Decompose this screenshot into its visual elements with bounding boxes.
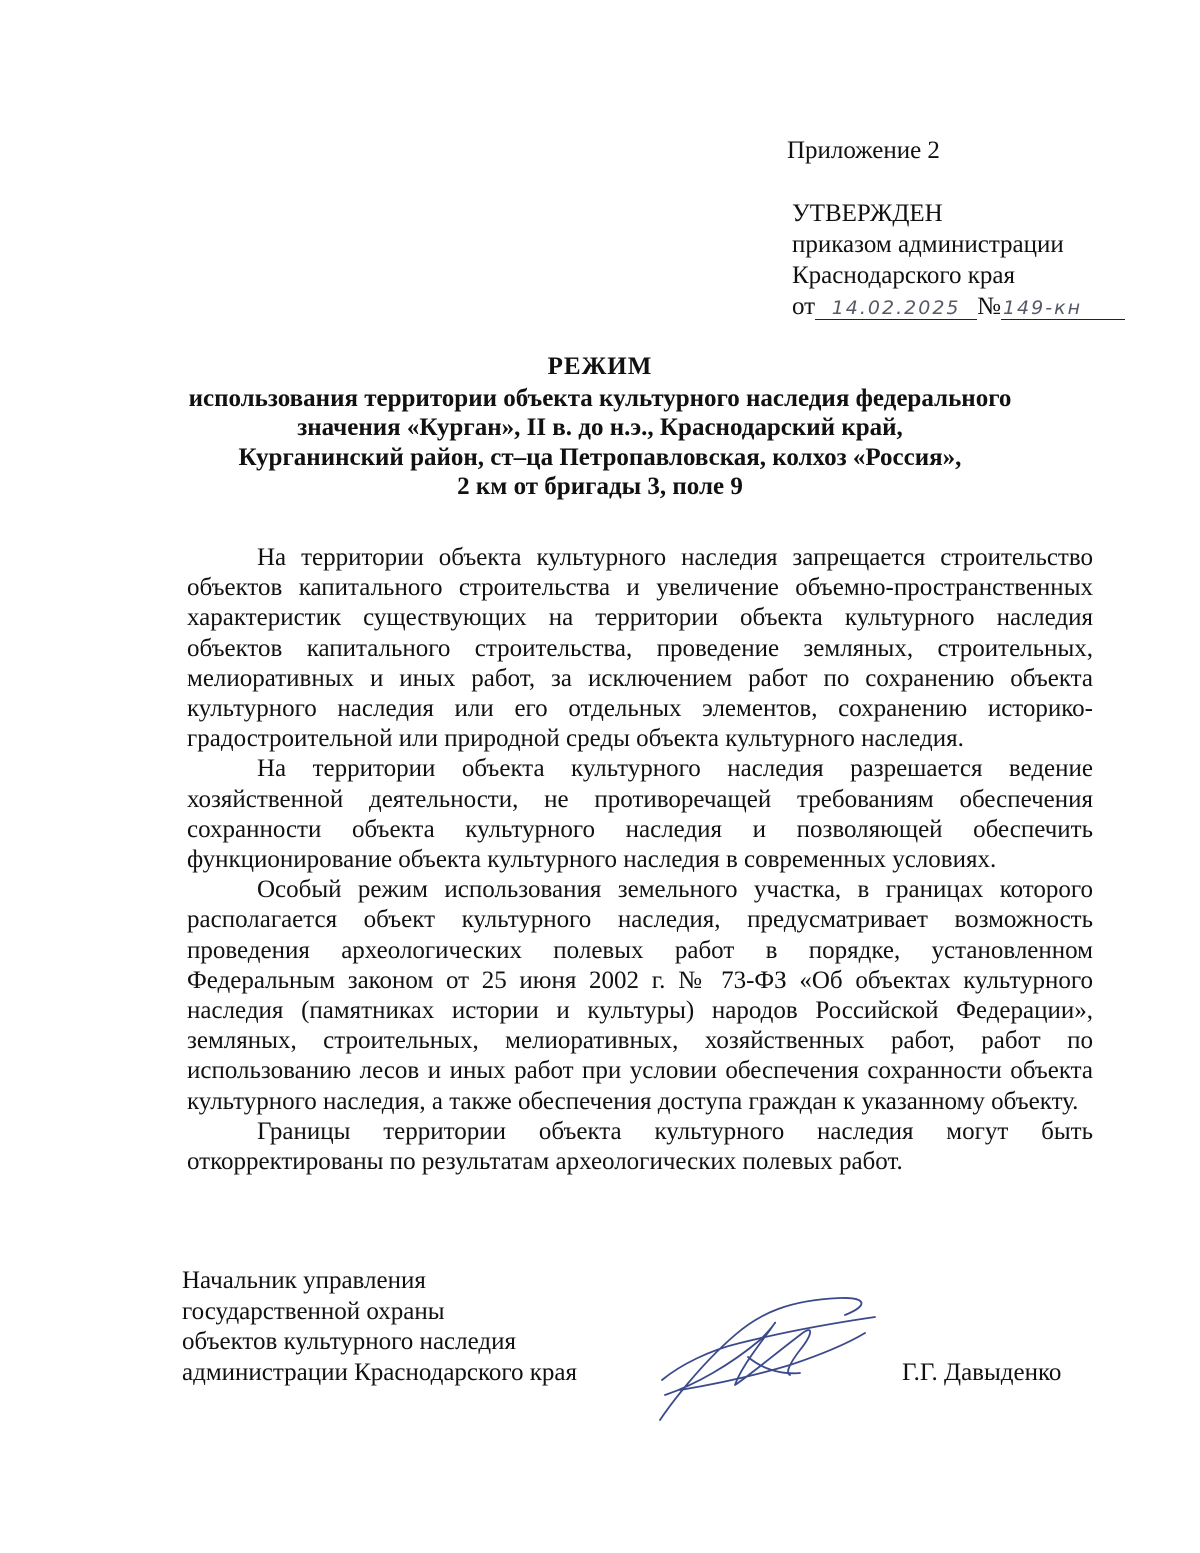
signatory-position-line-3: объектов культурного наследия bbox=[182, 1328, 516, 1355]
approval-line-1: приказом администрации bbox=[792, 231, 1064, 258]
appendix-label: Приложение 2 bbox=[787, 137, 940, 164]
approval-date-line bbox=[792, 291, 1125, 322]
handwritten-signature bbox=[640, 1295, 880, 1425]
signatory-position-line-2: государственной охраны bbox=[182, 1297, 445, 1325]
signatory-position-line-1: Начальник управления bbox=[182, 1267, 426, 1294]
title-line-2: значения «Курган», II в. до н.э., Краснодарский край, bbox=[297, 414, 903, 441]
title-main: РЕЖИМ bbox=[547, 353, 653, 380]
body-paragraph-3: Особый режим использования земельного участка, в границах которого располагается объект культурного наследия, предусматривает возможность проведения археологических полевых работ в порядке, установленном Федеральным законом от 25 июня 2002 г. № 73-ФЗ «Об объектах культурного наследия (памятниках истории и культуры) народов Российской Федерации», земляных, строительных, мелиоративных, хозяйственных работ, работ по использованию лесов и иных работ при условии обеспечения сохранности объекта культурного наследия, а также обеспечения доступа граждан к указанному объекту. bbox=[187, 876, 1093, 1115]
approval-number-sign: № bbox=[977, 293, 1001, 320]
approval-date-prefix: от bbox=[792, 293, 816, 320]
title-line-3: Курганинский район, ст–ца Петропавловская, колхоз «Россия», bbox=[238, 443, 962, 471]
signatory-name: Г.Г. Давыденко bbox=[902, 1359, 1062, 1386]
document-title bbox=[160, 352, 1040, 502]
approval-line-2: Краснодарского края bbox=[792, 262, 1015, 289]
approval-heading: УТВЕРЖДЕН bbox=[792, 200, 943, 227]
title-line-4: 2 км от бригады 3, поле 9 bbox=[457, 473, 743, 500]
signatory-position-line-4: администрации Краснодарского края bbox=[182, 1358, 578, 1386]
body-paragraph-2: На территории объекта культурного наследия разрешается ведение хозяйственной деятельности, не противоречащей требованиям обеспечения сохранности объекта культурного наследия и позволяющей обеспечить функционирование объекта культурного наследия в современных условиях. bbox=[187, 755, 1093, 874]
signatory-position bbox=[182, 1266, 577, 1388]
title-subtitle bbox=[160, 384, 1040, 502]
body-paragraph-4: Границы территории объекта культурного наследия могут быть откорректированы по результатам археологических полевых работ. bbox=[187, 1117, 1093, 1176]
approval-date-value: 14.02.2025 bbox=[815, 297, 977, 320]
body-paragraph-1: На территории объекта культурного наследия запрещается строительство объектов капитального строительства и увеличение объемно-пространственных характеристик существующих на территории объекта культурного наследия объектов капитального строительства, проведение земляных, строительных, мелиоративных и иных работ, за исключением работ по сохранению объекта культурного наследия или его отдельных элементов, сохранению историко-градостроительной или природной среды объекта культурного наследия. bbox=[187, 544, 1093, 753]
approval-number-value: 149-кн bbox=[1001, 297, 1125, 320]
approval-block bbox=[792, 198, 1125, 322]
document-body bbox=[187, 543, 1093, 1177]
title-line-1: использования территории объекта культурного наследия федерального bbox=[188, 384, 1012, 412]
